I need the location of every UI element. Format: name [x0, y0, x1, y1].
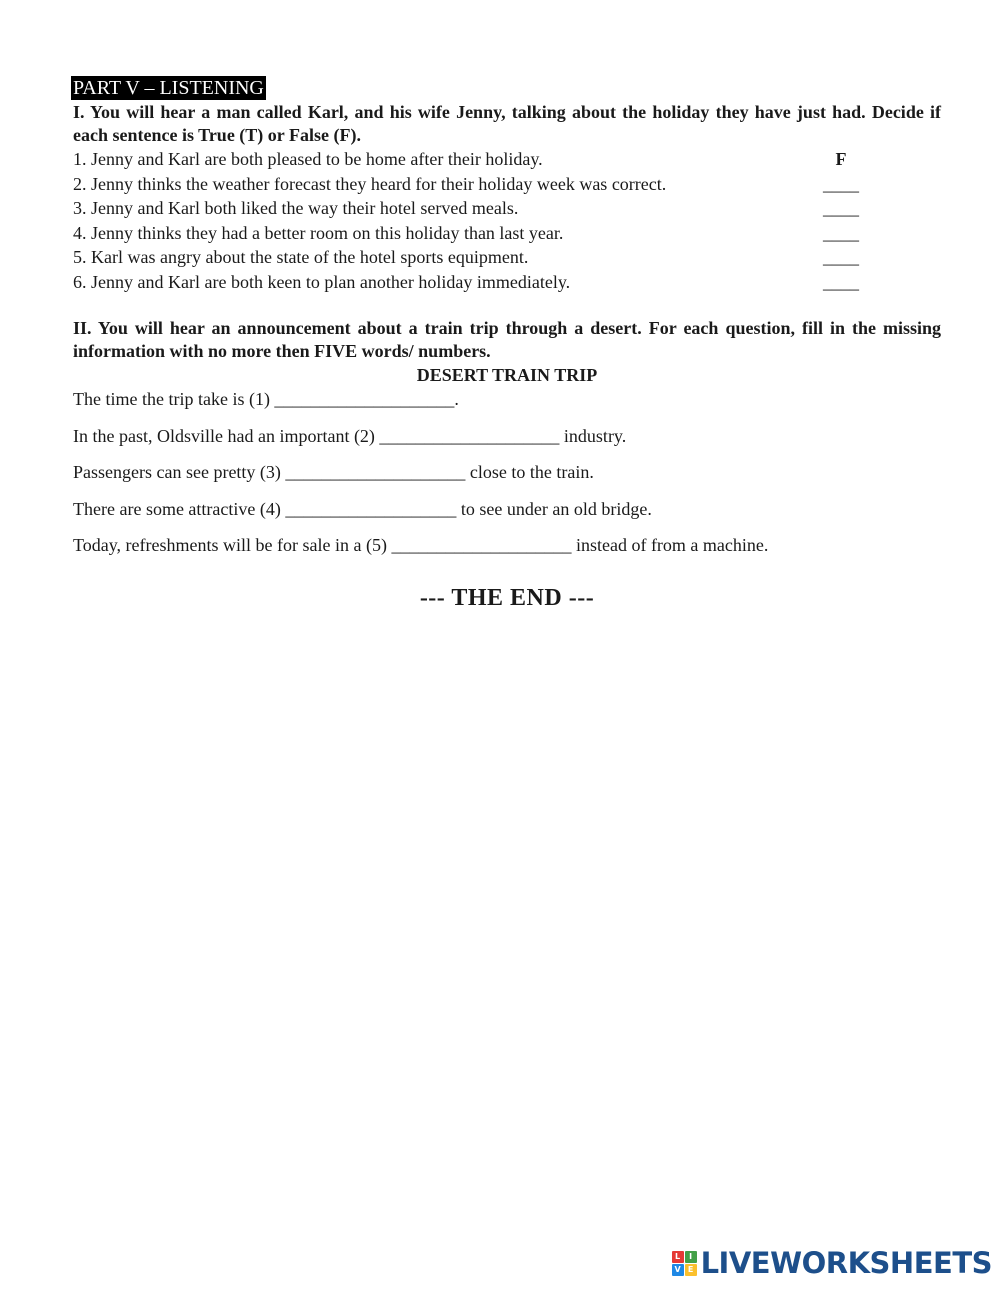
tf-answer-2[interactable]: ____ [823, 173, 859, 194]
fill-in-list [73, 387, 941, 557]
tf-question-text: 1. Jenny and Karl are both pleased to be home after their holiday. [73, 149, 543, 169]
tf-question-5 [73, 245, 941, 270]
tf-question-4 [73, 221, 941, 246]
fill-question-2[interactable]: In the past, Oldsville had an important (2) ____________________ industry. [73, 425, 627, 446]
logo-grid-icon [672, 1251, 697, 1276]
tf-question-text: 6. Jenny and Karl are both keen to plan another holiday immediately. [73, 271, 571, 292]
tf-answer-3[interactable]: ____ [823, 198, 859, 218]
logo-text: LIVEWORKSHEETS [700, 1246, 992, 1280]
true-false-list [73, 147, 941, 294]
logo-cell-i: I [685, 1251, 697, 1263]
fill-question-4[interactable]: There are some attractive (4) ___________________ to see under an old bridge. [73, 498, 652, 519]
logo-cell-l: L [672, 1251, 684, 1263]
the-end-heading: --- THE END --- [419, 585, 595, 611]
tf-answer-6[interactable]: ____ [823, 271, 859, 292]
tf-answer-4[interactable]: ____ [823, 222, 859, 243]
worksheet-page [73, 76, 941, 612]
tf-question-text: 2. Jenny thinks the weather forecast they heard for their holiday week was correct. [73, 173, 667, 194]
tf-question-text: 5. Karl was angry about the state of the hotel sports equipment. [73, 247, 529, 267]
section2-subtitle: DESERT TRAIN TRIP [416, 365, 598, 385]
tf-question-text: 3. Jenny and Karl both liked the way their hotel served meals. [73, 198, 519, 218]
tf-question-3 [73, 196, 941, 221]
tf-question-2 [73, 172, 941, 197]
part-title: PART V – LISTENING [73, 77, 264, 99]
tf-question-6 [73, 270, 941, 295]
fill-question-1[interactable]: The time the trip take is (1) ____________________. [73, 389, 459, 409]
tf-answer-1[interactable]: F [835, 149, 847, 169]
tf-question-1 [73, 147, 941, 172]
logo-cell-v: V [672, 1264, 684, 1276]
tf-question-text: 4. Jenny thinks they had a better room on this holiday than last year. [73, 222, 564, 243]
section-true-false [73, 101, 941, 294]
fill-question-3[interactable]: Passengers can see pretty (3) ____________________ close to the train. [73, 462, 594, 482]
fill-question-5[interactable]: Today, refreshments will be for sale in a (5) ____________________ instead of from a machine. [73, 535, 769, 555]
section-fill-in [73, 317, 941, 557]
section1-instruction: I. You will hear a man called Karl, and his wife Jenny, talking about the holiday they have just had. Decide if each sentence is True (T) or False (F). [73, 102, 941, 145]
liveworksheets-logo [672, 1248, 992, 1278]
tf-answer-5[interactable]: ____ [823, 247, 859, 267]
section2-instruction: II. You will hear an announcement about a train trip through a desert. For each question, fill in the missing information with no more then FIVE words/ numbers. [73, 318, 941, 361]
logo-cell-e: E [685, 1264, 697, 1276]
